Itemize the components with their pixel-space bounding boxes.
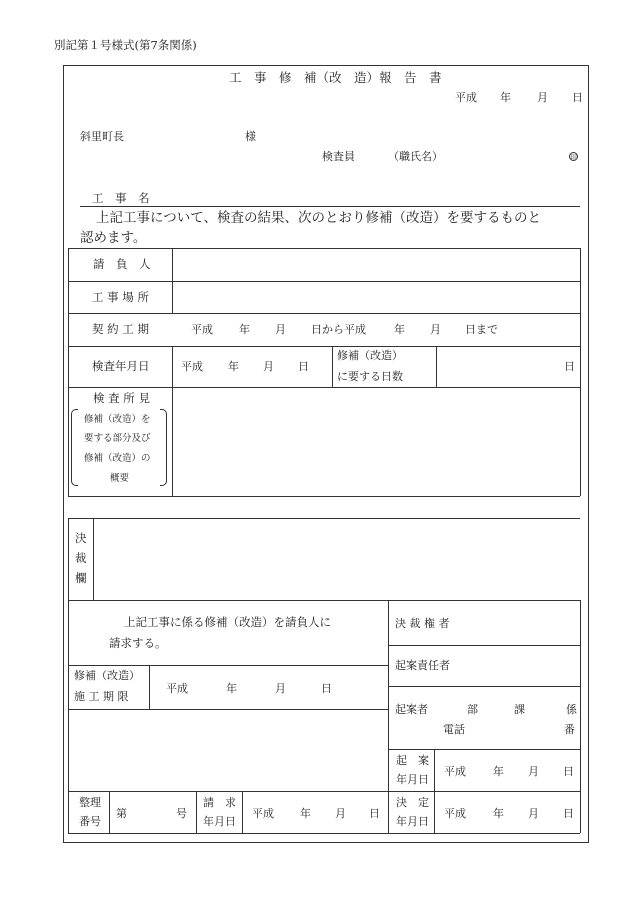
days-label-2: に要する日数	[337, 370, 403, 383]
draft-date-label-2: 年月日	[396, 773, 429, 786]
site-label: 工 事 場 所	[92, 290, 149, 304]
statement-line-2: 認めます。	[80, 230, 147, 246]
request-period-label-2: 施 工 期 限	[74, 690, 129, 703]
contractor-label: 請 負 人	[93, 257, 151, 271]
findings-sub-1: 修補（改造）を	[84, 414, 151, 425]
decide-date-label-2: 年月日	[396, 815, 429, 828]
days-unit: 日	[564, 360, 575, 373]
decide-date-label-1: 決 定	[396, 796, 429, 809]
inspector-name-label: （職氏名）	[388, 150, 443, 163]
request-period-label-1: 修補（改造）	[74, 669, 140, 682]
approval-phone: 電話	[443, 723, 465, 736]
approval-kakari: 係	[566, 703, 577, 716]
seiri-label-1: 整理	[79, 796, 101, 809]
findings-sub-3: 修補（改造）の	[84, 453, 151, 464]
seiri-label-2: 番号	[79, 815, 101, 828]
bracket-left	[71, 409, 78, 486]
approval-responsible: 起案責任者	[395, 659, 450, 672]
approval-ka: 課	[514, 703, 525, 716]
approval-drafter: 起案者	[395, 703, 428, 716]
seal-mark: 印	[570, 153, 577, 161]
seikyu-label-1: 請 求	[203, 796, 236, 809]
inspect-date-label: 検査年月日	[92, 359, 150, 373]
period-label: 契 約 工 期	[92, 322, 149, 336]
approval-authority: 決 裁 権 者	[395, 617, 450, 630]
draft-date-label-1: 起 案	[396, 754, 429, 767]
statement-line-1: 上記工事について、検査の結果、次のとおり修補（改造）を要するものと	[96, 210, 541, 226]
findings-sub-2: 要する部分及び	[84, 433, 151, 444]
decision-char-3: 欄	[75, 571, 87, 585]
work-name-underline	[80, 206, 580, 207]
approval-ban: 番	[564, 723, 575, 736]
go-label: 号	[176, 807, 187, 820]
decision-char-1: 決	[75, 531, 87, 545]
seikyu-label-2: 年月日	[203, 815, 236, 828]
addressee-honorific: 様	[245, 130, 256, 143]
request-line-2: 請求する。	[109, 636, 167, 650]
days-label-1: 修補（改造）	[337, 349, 403, 362]
request-line-1: 上記工事に係る修補（改造）を請負人に	[124, 615, 331, 629]
form-reference: 別記第１号様式(第7条関係)	[54, 38, 197, 52]
addressee-town-head: 斜里町長	[80, 130, 124, 143]
work-name-label: 工 事 名	[92, 191, 150, 205]
decision-char-2: 裁	[75, 551, 87, 565]
findings-sub-4: 概要	[110, 473, 130, 484]
findings-label: 検 査 所 見	[93, 391, 150, 405]
dai-label: 第	[116, 807, 127, 820]
approval-bu: 部	[467, 703, 478, 716]
bracket-right	[160, 409, 167, 486]
report-title: 工 事 修 補（改 造）報 告 書	[229, 70, 442, 85]
inspector-label: 検査員	[322, 150, 355, 163]
